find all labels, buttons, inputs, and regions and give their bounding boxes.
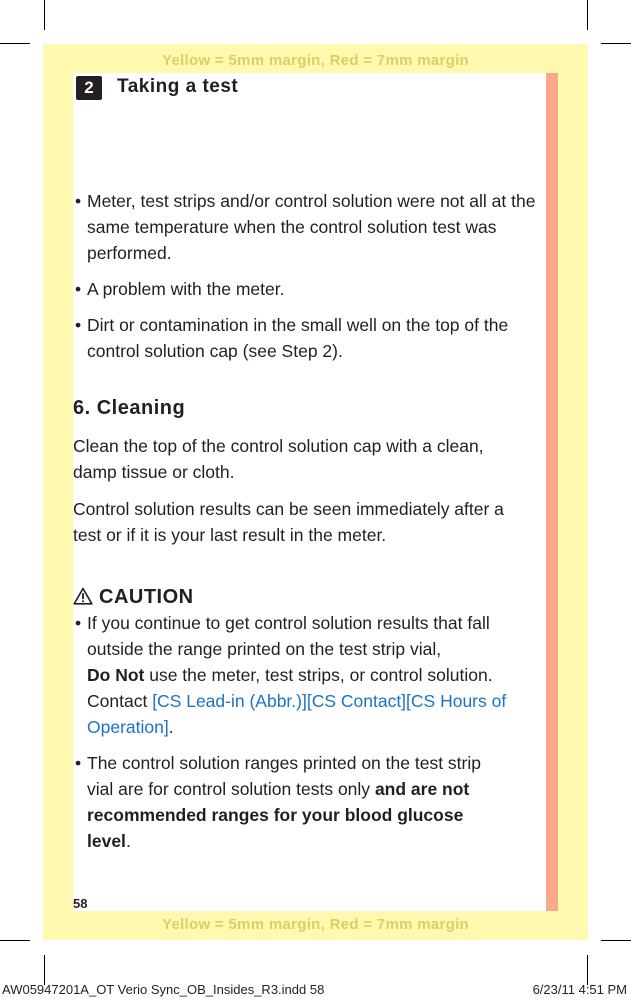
- bottom-margin-label: Yellow = 5mm margin, Red = 7mm margin: [161, 916, 470, 933]
- list-item: • Dirt or contamination in the small well on the top of the control solution cap (see Step 2).: [73, 312, 541, 364]
- bullet-icon: •: [75, 279, 82, 299]
- cleaning-paragraph-2: Control solution results can be seen immediately after a test or if it is your last result in the meter.: [73, 499, 504, 545]
- crop-mark: [601, 940, 631, 941]
- step-number-badge: 2: [76, 76, 102, 100]
- crop-mark: [587, 0, 588, 30]
- not-recommended-emphasis: and are not recommended ranges for your blood glucose level: [87, 779, 470, 851]
- caution-heading: CAUTION: [73, 586, 194, 609]
- causes-list: [73, 188, 541, 364]
- cleaning-paragraph-1: Clean the top of the control solution cap with a clean, damp tissue or cloth.: [73, 436, 484, 482]
- bullet-icon: •: [75, 753, 82, 773]
- crop-mark: [0, 940, 30, 941]
- list-item: • Meter, test strips and/or control solution were not all at the same temperature when the control solution test was performed.: [73, 188, 541, 266]
- section-title: Taking a test: [117, 76, 239, 97]
- bullet-icon: •: [75, 191, 82, 211]
- warning-icon: [73, 587, 93, 605]
- crop-mark: [601, 43, 631, 44]
- crop-mark: [587, 955, 588, 985]
- cleaning-heading: 6. Cleaning: [73, 397, 186, 419]
- caution-list: [73, 610, 513, 854]
- crop-mark: [44, 0, 45, 30]
- crop-mark: [44, 955, 45, 985]
- bullet-icon: •: [75, 315, 82, 335]
- contact-placeholder-link: [CS Lead-in (Abbr.)][CS Contact][CS Hours of Operation]: [87, 691, 507, 737]
- list-item: • A problem with the meter.: [73, 276, 541, 302]
- slug-file-info: AW05947201A_OT Verio Sync_OB_Insides_R3.indd 58: [2, 982, 325, 997]
- page-number: 58: [73, 896, 88, 911]
- list-item: • The control solution ranges printed on the test strip vial are for control solution tests only and are not recommended ranges for your blood glucose level.: [73, 750, 487, 854]
- list-item: • If you continue to get control solution results that fall outside the range printed on the test strip vial, Do Not use the meter, test strips, or control solution. Contact [CS Lead-in (Abbr.)][CS Contact][CS Hours of Operation].: [73, 610, 513, 740]
- top-margin-label: Yellow = 5mm margin, Red = 7mm margin: [161, 52, 470, 69]
- do-not-emphasis: Do Not: [87, 665, 145, 685]
- bullet-icon: •: [75, 613, 82, 633]
- slug-date: 6/23/11 4:51 PM: [532, 982, 627, 997]
- red-margin-strip: [546, 73, 558, 911]
- crop-mark: [0, 43, 30, 44]
